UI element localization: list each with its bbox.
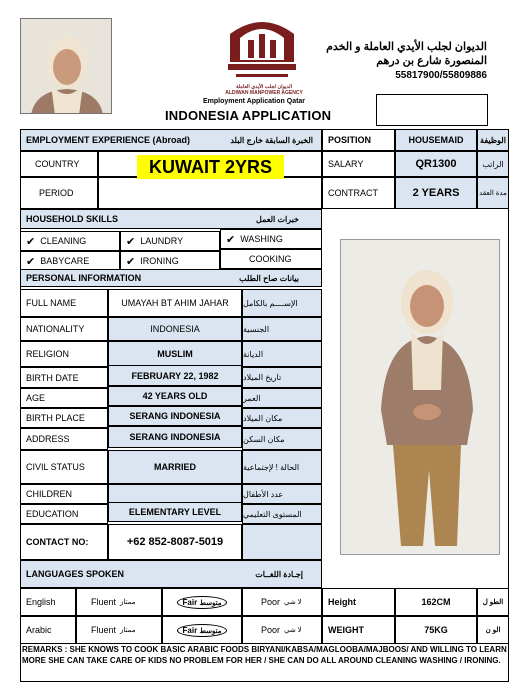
- skill-washing: [220, 229, 322, 249]
- english-poor: [242, 588, 322, 616]
- poor-label-ar: لا شي: [284, 599, 302, 606]
- contact-label-ar: [242, 524, 322, 560]
- agency-arabic-line2: المنصورة شارع بن درهم: [376, 55, 487, 67]
- address-value: SERANG INDONESIA: [108, 426, 242, 448]
- address-label-ar: مكان السكن: [242, 428, 322, 450]
- height-label: Height: [322, 588, 395, 616]
- arabic-fluent: [76, 616, 162, 644]
- birth-place-label-ar: مكان الميلاد: [242, 408, 322, 428]
- weight-value: 75KG: [395, 616, 477, 644]
- contact-label: CONTACT NO:: [20, 524, 108, 560]
- experience-label: EMPLOYMENT EXPERIENCE (Abroad): [26, 135, 191, 145]
- lang-arabic: Arabic: [20, 616, 76, 644]
- age-label: AGE: [20, 388, 108, 408]
- skills-label-ar: خبرات العمل: [256, 214, 299, 224]
- english-fluent: [76, 588, 162, 616]
- fair-label: Fair: [182, 597, 198, 607]
- age-label-ar: العمر: [242, 388, 322, 408]
- skills-header: [20, 209, 322, 229]
- poor-label-ar: لا شي: [284, 627, 302, 634]
- remarks-text: REMARKS : SHE KNOWS TO COOK BASIC ARABIC FOODS BIRYANI/KABSA/MAGLOOBA/MAJBOOS/ AND WILLING TO LEARN MORE SHE CAN TAKE CARE OF KIDS NO PROBLEM FOR HER / SHE CAN DO ALL AROUND CLEANING WASHING / IRONING.: [22, 645, 507, 665]
- fluent-label-ar: ممتاز: [120, 599, 136, 606]
- position-value: HOUSEMAID: [395, 129, 477, 151]
- experience-header: [20, 129, 322, 151]
- civil-status-label: CIVIL STATUS: [20, 450, 108, 484]
- check-icon: ✔: [226, 233, 236, 246]
- check-icon: ✔: [26, 255, 36, 268]
- poor-label: Poor: [261, 625, 281, 635]
- salary-value: QR1300: [395, 151, 477, 177]
- position-label-ar: الوظيفة: [477, 129, 509, 151]
- personal-header: [20, 269, 322, 287]
- languages-label: LANGUAGES SPOKEN: [26, 569, 125, 579]
- skill-ironing: [120, 251, 220, 271]
- fair-label-ar: متوسط: [199, 627, 222, 635]
- skill-label: CLEANING: [40, 236, 87, 246]
- full-name-label-ar: الإســــم بالكامل: [242, 289, 322, 317]
- english-fair: [162, 588, 242, 616]
- salary-label-ar: الراتب: [477, 151, 509, 177]
- logo-english-text: ALDIWAN MANPOWER AGENCY: [225, 90, 303, 96]
- reference-box: [376, 94, 488, 126]
- salary-label: SALARY: [322, 151, 395, 177]
- skill-cooking: COOKING: [220, 249, 322, 269]
- fair-selected-marker: [177, 596, 228, 609]
- poor-label: Poor: [261, 597, 281, 607]
- weight-label-ar: الو ن: [477, 616, 509, 644]
- age-value: 42 YEARS OLD: [108, 386, 242, 406]
- birth-date-label: BIRTH DATE: [20, 367, 108, 388]
- fair-label: Fair: [182, 625, 198, 635]
- languages-header: [20, 560, 322, 588]
- skill-label: WASHING: [240, 234, 283, 244]
- check-icon: ✔: [126, 255, 136, 268]
- check-icon: ✔: [26, 235, 36, 248]
- education-label-ar: المستوى التعليمي: [242, 504, 322, 524]
- arabic-fair: [162, 616, 242, 644]
- fluent-label-ar: ممتاز: [120, 627, 136, 634]
- position-label: POSITION: [322, 129, 395, 151]
- check-icon: ✔: [126, 235, 136, 248]
- personal-label: PERSONAL INFORMATION: [26, 273, 142, 283]
- contact-value: +62 852-8087-5019: [108, 524, 242, 560]
- birth-place-label: BIRTH PLACE: [20, 408, 108, 428]
- agency-arabic-header: [326, 40, 487, 68]
- nationality-value: INDONESIA: [108, 317, 242, 341]
- skill-cleaning: [20, 231, 120, 251]
- skill-label: IRONING: [140, 256, 179, 266]
- arabic-poor: [242, 616, 322, 644]
- contract-label-ar: مدة العقد: [477, 177, 509, 209]
- religion-value: MUSLIM: [108, 341, 242, 367]
- languages-label-ar: إجـادة اللغــات: [255, 569, 303, 579]
- skill-label: LAUNDRY: [140, 236, 184, 246]
- height-value: 162CM: [395, 588, 477, 616]
- skills-label: HOUSEHOLD SKILLS: [26, 214, 119, 224]
- full-name-label: FULL NAME: [20, 289, 108, 317]
- period-label: PERIOD: [20, 177, 98, 209]
- skill-babycare: [20, 251, 120, 271]
- agency-phones: 55817900/55809886: [395, 70, 487, 81]
- religion-label: RELIGION: [20, 341, 108, 367]
- civil-status-value: MARRIED: [108, 450, 242, 484]
- experience-value: KUWAIT 2YRS: [137, 155, 284, 179]
- contract-label: CONTRACT: [322, 177, 395, 209]
- fluent-label: Fluent: [91, 625, 117, 635]
- application-title: INDONESIA APPLICATION: [165, 108, 332, 123]
- birth-date-value: FEBRUARY 22, 1982: [108, 365, 242, 386]
- education-label: EDUCATION: [20, 504, 108, 524]
- children-value: [108, 484, 242, 504]
- birth-date-label-ar: تاريخ الميلاد: [242, 367, 322, 388]
- weight-label: WEIGHT: [322, 616, 395, 644]
- period-value-cell: [98, 177, 322, 209]
- nationality-label-ar: الجنسية: [242, 317, 322, 341]
- logo-arabic-text: الديوان لجلب الأيدي العاملة: [235, 84, 293, 90]
- logo-agency-name: [205, 84, 323, 96]
- fluent-label: Fluent: [91, 597, 117, 607]
- education-value: ELEMENTARY LEVEL: [108, 502, 242, 522]
- children-label-ar: عدد الأطفال: [242, 484, 322, 504]
- personal-label-ar: بيانات صاح الطلب: [239, 273, 299, 283]
- fair-label-ar: متوسط: [199, 599, 222, 607]
- address-label: ADDRESS: [20, 428, 108, 450]
- agency-logo: [222, 14, 302, 84]
- height-label-ar: الطو ل: [477, 588, 509, 616]
- children-label: CHILDREN: [20, 484, 108, 504]
- skill-laundry: [120, 231, 220, 251]
- contract-value: 2 YEARS: [395, 177, 477, 209]
- country-label: COUNTRY: [20, 151, 98, 177]
- agency-arabic-line1: الديوان لجلب الأيدي العاملة و الخدم: [326, 41, 487, 53]
- form-label: Employment Application Qatar: [203, 98, 306, 105]
- religion-label-ar: الديانة: [242, 341, 322, 367]
- fair-selected-marker: [177, 624, 228, 637]
- birth-place-value: SERANG INDONESIA: [108, 406, 242, 426]
- applicant-photo-small: [20, 18, 112, 114]
- skill-label: BABYCARE: [40, 256, 90, 266]
- experience-label-ar: الخبرة السابقة خارج البلد: [230, 135, 313, 145]
- nationality-label: NATIONALITY: [20, 317, 108, 341]
- civil-status-label-ar: الحالة ! لإجتماعية: [242, 450, 322, 484]
- lang-english: English: [20, 588, 76, 616]
- full-name-value: UMAYAH BT AHIM JAHAR: [108, 289, 242, 317]
